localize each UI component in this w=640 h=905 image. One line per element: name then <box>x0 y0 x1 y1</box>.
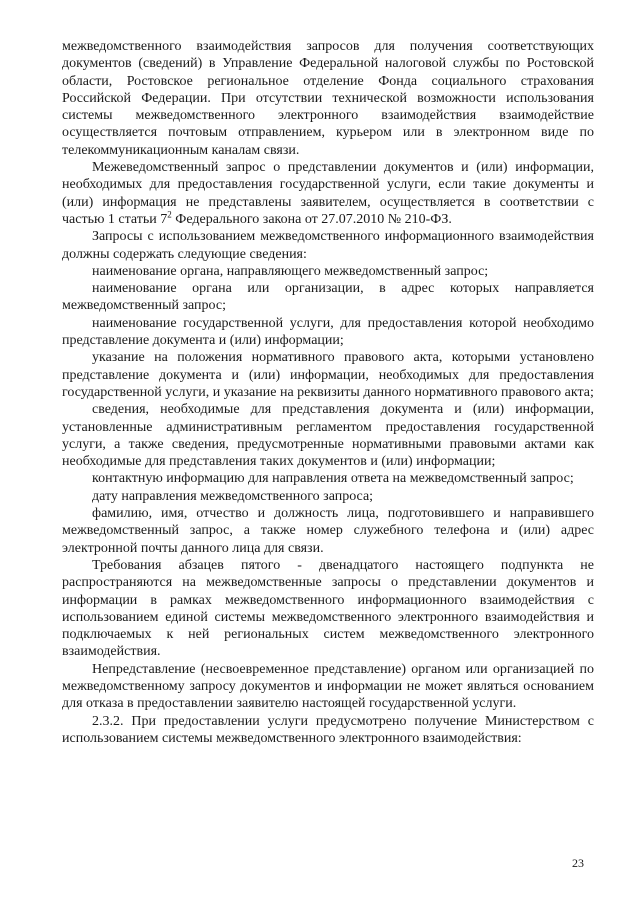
paragraph: Непредставление (несвоевременное представление) органом или организацией по межведомственному запросу документов и информации не может являться основанием для отказа в предоставлении заявителю настоящей государственной услуги. <box>62 661 594 712</box>
paragraph-text: Межеведомственный запрос о представлении документов и (или) информации, необходимых для предоставления государственной услуги, если такие документы и (или) информация не представлены заявителем, осуществляется в соответствии с частью 1 статьи 7 <box>62 160 594 227</box>
list-item: фамилию, имя, отчество и должность лица, подготовившего и направившего межведомственный запрос, а также номер служебного телефона и (или) адрес электронной почты данного лица для связи. <box>62 506 594 556</box>
paragraph <box>62 159 594 228</box>
paragraph: 2.3.2. При предоставлении услуги предусмотрено получение Министерством с использованием системы межведомственного электронного взаимодействия: <box>62 713 594 746</box>
list-item: наименование органа или организации, в адрес которых направляется межведомственный запрос; <box>62 281 594 314</box>
paragraph: Запросы с использованием межведомственного информационного взаимодействия должны содержать следующие сведения: <box>62 229 594 262</box>
list-item: указание на положения нормативного правового акта, которыми установлено представление документа и (или) информации, необходимых для предоставления государственной услуги, и указание на реквизиты данного нормативного правового акта; <box>62 350 594 400</box>
list-item: наименование государственной услуги, для предоставления которой необходимо представление документа и (или) информации; <box>62 315 594 349</box>
list-item: сведения, необходимые для представления документа и (или) информации, установленные административным регламентом предоставления государственной услуги, а также сведения, предусмотренные нормативными правовыми актами как необходимые для представления таких документов и (или) информации; <box>62 402 594 470</box>
paragraph: межведомственного взаимодействия запросов для получения соответствующих документов (сведений) в Управление Федеральной налоговой службы по Ростовской области, Ростовское региональное отделение Фонда социального страхования Российской Федерации. При отсутствии технической возможности использования системы межведомственного электронного взаимодействия взаимодействие осуществляется почтовым отправлением, курьером или в электронном виде по телекоммуникационным каналам связи. <box>62 39 594 158</box>
superscript: 2 <box>167 209 172 220</box>
document-body <box>62 38 594 747</box>
paragraph: Требования абзацев пятого - двенадцатого настоящего подпункта не распространяются на межведомственные запросы о представлении документов и информации в рамках межведомственного информационного взаимодействия с использованием единой системы межведомственного электронного взаимодействия и подключаемых к ней региональных систем межведомственного электронного взаимодействия. <box>62 557 594 660</box>
page-number: 23 <box>572 856 584 870</box>
list-item: контактную информацию для направления ответа на межведомственный запрос; <box>92 471 574 487</box>
list-item: наименование органа, направляющего межведомственный запрос; <box>92 263 489 279</box>
list-item: дату направления межведомственного запроса; <box>92 488 374 504</box>
paragraph-text-tail: Федерального закона от 27.07.2010 № 210-ФЗ. <box>171 211 452 227</box>
